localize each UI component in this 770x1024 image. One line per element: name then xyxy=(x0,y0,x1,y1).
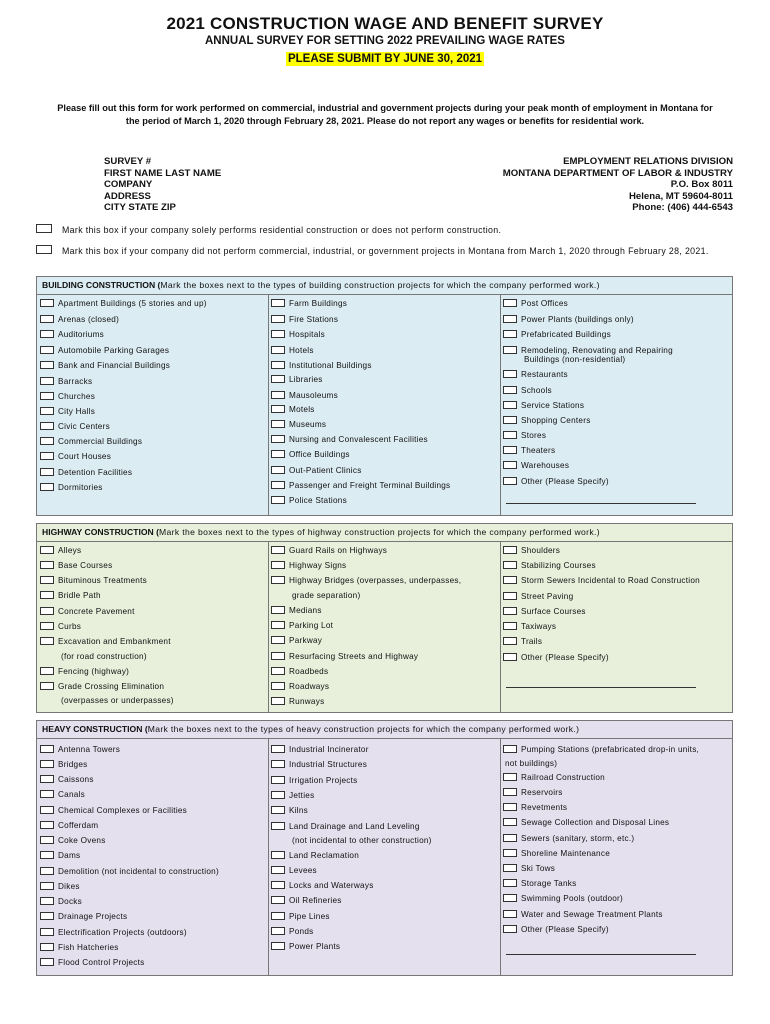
checkbox[interactable] xyxy=(40,943,54,951)
other-specify-item[interactable]: Other (Please Specify) xyxy=(503,653,732,663)
list-item[interactable]: Street Paving xyxy=(503,592,732,602)
list-item[interactable]: Office Buildings xyxy=(271,450,498,460)
checkbox[interactable] xyxy=(503,461,517,469)
checkbox[interactable] xyxy=(503,431,517,439)
checkbox[interactable] xyxy=(271,745,285,753)
highway-column-2 xyxy=(268,542,501,712)
list-item[interactable]: Industrial Structures xyxy=(271,760,498,770)
list-item[interactable]: Dams xyxy=(40,851,266,861)
city-state-zip-field[interactable]: CITY STATE ZIP xyxy=(104,202,176,214)
checkbox[interactable] xyxy=(271,391,285,399)
list-item[interactable]: Farm Buildings xyxy=(271,299,498,309)
address-field[interactable]: ADDRESS xyxy=(104,190,151,202)
checkbox[interactable] xyxy=(271,330,285,338)
list-item[interactable]: Nursing and Convalescent Facilities xyxy=(271,435,498,445)
list-item-continuation: Buildings (non-residential) xyxy=(524,355,626,364)
list-item[interactable]: Restaurants xyxy=(503,370,732,380)
checkbox[interactable] xyxy=(271,851,285,859)
company-field[interactable]: COMPANY xyxy=(104,179,153,191)
checkbox[interactable] xyxy=(271,806,285,814)
list-item[interactable]: Hotels xyxy=(271,346,498,356)
checkbox[interactable] xyxy=(503,803,517,811)
checkbox[interactable] xyxy=(503,607,517,615)
agency-department: MONTANA DEPARTMENT OF LABOR & INDUSTRY xyxy=(502,167,733,179)
heavy-column-2 xyxy=(268,739,501,975)
list-item[interactable]: Warehouses xyxy=(503,461,732,471)
checkbox[interactable] xyxy=(503,330,517,338)
checkbox[interactable] xyxy=(503,910,517,918)
list-item[interactable]: Land Drainage and Land Leveling xyxy=(271,822,498,832)
checkbox[interactable] xyxy=(271,481,285,489)
list-item[interactable]: Storm Sewers Incidental to Road Construction xyxy=(503,576,732,586)
list-item[interactable]: Levees xyxy=(271,866,498,876)
list-item[interactable]: Parking Lot xyxy=(271,621,498,631)
mark-box-label: Mark this box if your company solely performs residential construction or does not perform construction. xyxy=(62,225,502,235)
section-title: HEAVY CONSTRUCTION ( xyxy=(42,724,148,734)
deadline-notice: PLEASE SUBMIT BY JUNE 30, 2021 xyxy=(287,53,483,65)
list-item[interactable]: Roadways xyxy=(271,682,498,692)
checkbox[interactable] xyxy=(271,375,285,383)
list-item[interactable]: Dormitories xyxy=(40,483,266,493)
list-item[interactable]: Grade Crossing Elimination xyxy=(40,682,266,692)
list-item[interactable]: Pumping Stations (prefabricated drop-in units, xyxy=(503,745,732,755)
list-item-continuation: (not incidental to other construction) xyxy=(292,836,432,845)
checkbox[interactable] xyxy=(40,882,54,890)
list-item[interactable]: Institutional Buildings xyxy=(271,361,498,371)
list-item[interactable]: Shopping Centers xyxy=(503,416,732,426)
list-item[interactable]: Museums xyxy=(271,420,498,430)
list-item[interactable]: Churches xyxy=(40,392,266,402)
checkbox[interactable] xyxy=(40,330,54,338)
checkbox[interactable] xyxy=(503,637,517,645)
checkbox[interactable] xyxy=(40,422,54,430)
checkbox[interactable] xyxy=(503,416,517,424)
list-item-continuation: (for road construction) xyxy=(61,652,147,661)
checkbox[interactable] xyxy=(40,607,54,615)
checkbox[interactable] xyxy=(271,546,285,554)
heavy-section-header xyxy=(37,721,732,739)
checkbox[interactable] xyxy=(503,894,517,902)
checkbox[interactable] xyxy=(503,864,517,872)
list-item[interactable]: Jetties xyxy=(271,791,498,801)
list-item[interactable]: Remodeling, Renovating and Repairing xyxy=(503,346,732,356)
heavy-construction-section xyxy=(36,720,733,976)
highway-section-header xyxy=(37,524,732,542)
checkbox[interactable] xyxy=(40,361,54,369)
list-item[interactable]: Apartment Buildings (5 stories and up) xyxy=(40,299,266,309)
list-item[interactable]: Trails xyxy=(503,637,732,647)
checkbox[interactable] xyxy=(271,450,285,458)
checkbox[interactable] xyxy=(503,561,517,569)
building-column-2 xyxy=(268,295,501,515)
form-subtitle: ANNUAL SURVEY FOR SETTING 2022 PREVAILING WAGE RATES xyxy=(205,35,565,47)
list-item[interactable]: Caissons xyxy=(40,775,266,785)
checkbox[interactable] xyxy=(503,477,517,485)
checkbox[interactable] xyxy=(40,790,54,798)
list-item[interactable]: Passenger and Freight Terminal Buildings xyxy=(271,481,498,491)
list-item[interactable]: Schools xyxy=(503,386,732,396)
section-instruction: Mark the boxes next to the types of highway construction projects for which the company performed work.) xyxy=(158,527,600,537)
checkbox[interactable] xyxy=(40,958,54,966)
checkbox[interactable] xyxy=(503,592,517,600)
checkbox[interactable] xyxy=(271,866,285,874)
checkbox[interactable] xyxy=(40,346,54,354)
checkbox[interactable] xyxy=(40,745,54,753)
list-item[interactable]: Chemical Complexes or Facilities xyxy=(40,806,266,816)
checkbox[interactable] xyxy=(40,452,54,460)
checkbox[interactable] xyxy=(503,546,517,554)
list-item[interactable]: Mausoleums xyxy=(271,391,498,401)
checkbox[interactable] xyxy=(271,942,285,950)
checkbox[interactable] xyxy=(40,576,54,584)
list-item[interactable]: Swimming Pools (outdoor) xyxy=(503,894,732,904)
list-item[interactable]: Service Stations xyxy=(503,401,732,411)
checkbox[interactable] xyxy=(40,392,54,400)
list-item[interactable]: Civic Centers xyxy=(40,422,266,432)
instructions-text: Please fill out this form for work performed on commercial, industrial and government projects during your peak month of employment in Montana for the period of March 1, 2020 through February 28, 2021. Please do not report any wages or benefits for residential work. xyxy=(57,103,713,126)
checkbox[interactable] xyxy=(40,591,54,599)
list-item[interactable]: Post Offices xyxy=(503,299,732,309)
agency-po-box: P.O. Box 8011 xyxy=(670,179,733,191)
list-item[interactable]: City Halls xyxy=(40,407,266,417)
checkbox[interactable] xyxy=(40,775,54,783)
checkbox[interactable] xyxy=(503,745,517,753)
checkbox[interactable] xyxy=(503,788,517,796)
list-item[interactable]: Drainage Projects xyxy=(40,912,266,922)
agency-division: EMPLOYMENT RELATIONS DIVISION xyxy=(563,156,733,167)
list-item[interactable]: Automobile Parking Garages xyxy=(40,346,266,356)
checkbox[interactable] xyxy=(503,653,517,661)
checkbox[interactable] xyxy=(271,667,285,675)
checkbox[interactable] xyxy=(503,925,517,933)
list-item[interactable]: Land Reclamation xyxy=(271,851,498,861)
checkbox[interactable] xyxy=(271,682,285,690)
checkbox[interactable] xyxy=(40,622,54,630)
list-item[interactable]: Commercial Buildings xyxy=(40,437,266,447)
list-item[interactable]: Power Plants xyxy=(271,942,498,952)
list-item[interactable]: Prefabricated Buildings xyxy=(503,330,732,340)
highway-column-3 xyxy=(500,542,734,712)
checkbox[interactable] xyxy=(40,483,54,491)
building-section-header xyxy=(37,277,732,295)
residential-checkbox[interactable] xyxy=(36,224,52,233)
list-item[interactable]: Pipe Lines xyxy=(271,912,498,922)
checkbox[interactable] xyxy=(503,773,517,781)
list-item[interactable]: Dikes xyxy=(40,882,266,892)
checkbox[interactable] xyxy=(503,622,517,630)
list-item[interactable]: Water and Sewage Treatment Plants xyxy=(503,910,732,920)
agency-address xyxy=(503,156,733,214)
checkbox[interactable] xyxy=(503,849,517,857)
checkbox[interactable] xyxy=(271,912,285,920)
checkbox[interactable] xyxy=(40,867,54,875)
mark-box-residential xyxy=(62,224,722,236)
checkbox[interactable] xyxy=(271,621,285,629)
checkbox[interactable] xyxy=(40,561,54,569)
list-item[interactable]: Parkway xyxy=(271,636,498,646)
checkbox[interactable] xyxy=(40,437,54,445)
list-item[interactable]: Libraries xyxy=(271,375,498,385)
list-item[interactable]: Stores xyxy=(503,431,732,441)
section-title: HIGHWAY CONSTRUCTION ( xyxy=(42,527,159,537)
checkbox[interactable] xyxy=(271,776,285,784)
checkbox[interactable] xyxy=(271,697,285,705)
checkbox[interactable] xyxy=(503,370,517,378)
checkbox[interactable] xyxy=(503,315,517,323)
deadline-wrap xyxy=(0,49,770,67)
checkbox[interactable] xyxy=(40,806,54,814)
list-item[interactable]: Fish Hatcheries xyxy=(40,943,266,953)
checkbox[interactable] xyxy=(40,836,54,844)
list-item-continuation: (overpasses or underpasses) xyxy=(61,696,174,705)
checkbox[interactable] xyxy=(40,897,54,905)
checkbox[interactable] xyxy=(40,299,54,307)
checkbox[interactable] xyxy=(40,546,54,554)
survey-number-field[interactable]: SURVEY # xyxy=(104,156,152,167)
list-item[interactable]: Surface Courses xyxy=(503,607,732,617)
list-item[interactable]: Kilns xyxy=(271,806,498,816)
checkbox[interactable] xyxy=(503,879,517,887)
agency-city: Helena, MT 59604-8011 xyxy=(629,190,733,202)
checkbox[interactable] xyxy=(271,927,285,935)
list-item[interactable]: Hospitals xyxy=(271,330,498,340)
list-item[interactable]: Ponds xyxy=(271,927,498,937)
heavy-column-1 xyxy=(37,739,269,975)
list-item[interactable]: Highway Signs xyxy=(271,561,498,571)
list-item[interactable]: Electrification Projects (outdoors) xyxy=(40,928,266,938)
list-item[interactable]: Reservoirs xyxy=(503,788,732,798)
list-item[interactable]: Flood Control Projects xyxy=(40,958,266,968)
highway-construction-section xyxy=(36,523,733,713)
agency-phone: Phone: (406) 444-6543 xyxy=(632,202,733,214)
form-title: 2021 CONSTRUCTION WAGE AND BENEFIT SURVEY xyxy=(166,14,604,33)
list-item[interactable]: Irrigation Projects xyxy=(271,776,498,786)
highway-column-1 xyxy=(37,542,269,712)
checkbox[interactable] xyxy=(503,299,517,307)
checkbox[interactable] xyxy=(271,881,285,889)
checkbox[interactable] xyxy=(40,637,54,645)
checkbox[interactable] xyxy=(40,468,54,476)
building-column-3 xyxy=(500,295,734,515)
building-construction-section xyxy=(36,276,733,516)
checkbox[interactable] xyxy=(503,576,517,584)
checkbox[interactable] xyxy=(271,315,285,323)
list-item[interactable]: Power Plants (buildings only) xyxy=(503,315,732,325)
list-item[interactable]: Cofferdam xyxy=(40,821,266,831)
checkbox[interactable] xyxy=(271,435,285,443)
section-title: BUILDING CONSTRUCTION ( xyxy=(42,280,161,290)
checkbox[interactable] xyxy=(271,896,285,904)
checkbox[interactable] xyxy=(40,760,54,768)
name-field[interactable]: FIRST NAME LAST NAME xyxy=(104,167,222,179)
list-item[interactable]: Sewers (sanitary, storm, etc.) xyxy=(503,834,732,844)
list-item[interactable]: Stabilizing Courses xyxy=(503,561,732,571)
checkbox[interactable] xyxy=(271,791,285,799)
checkbox[interactable] xyxy=(40,851,54,859)
list-item[interactable]: Guard Rails on Highways xyxy=(271,546,498,556)
list-item[interactable]: Curbs xyxy=(40,622,266,632)
other-specify-line[interactable] xyxy=(506,687,696,688)
checkbox[interactable] xyxy=(503,401,517,409)
list-item[interactable]: Shoreline Maintenance xyxy=(503,849,732,859)
list-item[interactable]: Resurfacing Streets and Highway xyxy=(271,652,498,662)
checkbox[interactable] xyxy=(40,667,54,675)
list-item[interactable]: Locks and Waterways xyxy=(271,881,498,891)
list-item[interactable]: Motels xyxy=(271,405,498,415)
list-item[interactable]: Alleys xyxy=(40,546,266,556)
list-item-continuation: grade separation) xyxy=(292,591,361,600)
checkbox[interactable] xyxy=(271,496,285,504)
checkbox[interactable] xyxy=(40,315,54,323)
checkbox[interactable] xyxy=(271,576,285,584)
list-item[interactable]: Concrete Pavement xyxy=(40,607,266,617)
list-item[interactable]: Shoulders xyxy=(503,546,732,556)
list-item[interactable]: Arenas (closed) xyxy=(40,315,266,325)
list-item[interactable]: Bridges xyxy=(40,760,266,770)
list-item[interactable]: Oil Refineries xyxy=(271,896,498,906)
list-item[interactable]: Medians xyxy=(271,606,498,616)
checkbox[interactable] xyxy=(271,420,285,428)
other-specify-item[interactable]: Other (Please Specify) xyxy=(503,925,732,935)
list-item[interactable]: Runways xyxy=(271,697,498,707)
checkbox[interactable] xyxy=(271,606,285,614)
checkbox[interactable] xyxy=(271,561,285,569)
checkbox[interactable] xyxy=(271,405,285,413)
section-instruction: Mark the boxes next to the types of building construction projects for which the company performed work.) xyxy=(160,280,600,290)
list-item[interactable]: Court Houses xyxy=(40,452,266,462)
list-item[interactable]: Excavation and Embankment xyxy=(40,637,266,647)
list-item[interactable]: Bank and Financial Buildings xyxy=(40,361,266,371)
checkbox[interactable] xyxy=(271,822,285,830)
list-item[interactable]: Detention Facilities xyxy=(40,468,266,478)
list-item[interactable]: Auditoriums xyxy=(40,330,266,340)
list-item[interactable]: Out-Patient Clinics xyxy=(271,466,498,476)
other-specify-line[interactable] xyxy=(506,954,696,955)
list-item[interactable]: Highway Bridges (overpasses, underpasses, xyxy=(271,576,498,586)
checkbox[interactable] xyxy=(40,928,54,936)
list-item[interactable]: Industrial Incinerator xyxy=(271,745,498,755)
checkbox[interactable] xyxy=(40,821,54,829)
mark-box-no-projects xyxy=(62,245,722,257)
checkbox[interactable] xyxy=(271,760,285,768)
other-specify-item[interactable]: Other (Please Specify) xyxy=(503,477,732,487)
other-specify-line[interactable] xyxy=(506,503,696,504)
checkbox[interactable] xyxy=(271,346,285,354)
list-item[interactable]: Taxiways xyxy=(503,622,732,632)
list-item[interactable]: Demolition (not incidental to construction) xyxy=(40,867,266,877)
checkbox[interactable] xyxy=(40,682,54,690)
list-item[interactable]: Docks xyxy=(40,897,266,907)
checkbox[interactable] xyxy=(503,346,517,354)
no-projects-checkbox[interactable] xyxy=(36,245,52,254)
list-item[interactable]: Antenna Towers xyxy=(40,745,266,755)
list-item[interactable]: Bituminous Treatments xyxy=(40,576,266,586)
checkbox[interactable] xyxy=(503,386,517,394)
list-item[interactable]: Revetments xyxy=(503,803,732,813)
heavy-column-3 xyxy=(500,739,734,975)
checkbox[interactable] xyxy=(271,361,285,369)
list-item[interactable]: Barracks xyxy=(40,377,266,387)
list-item[interactable]: Fire Stations xyxy=(271,315,498,325)
list-item[interactable]: Storage Tanks xyxy=(503,879,732,889)
list-item[interactable]: Sewage Collection and Disposal Lines xyxy=(503,818,732,828)
list-item[interactable]: Bridle Path xyxy=(40,591,266,601)
mark-box-label: Mark this box if your company did not perform commercial, industrial, or government projects in Montana from March 1, 2020 through February 28, 2021. xyxy=(62,246,709,256)
list-item[interactable]: Roadbeds xyxy=(271,667,498,677)
list-item[interactable]: Police Stations xyxy=(271,496,498,506)
list-item[interactable]: Fencing (highway) xyxy=(40,667,266,677)
checkbox[interactable] xyxy=(271,636,285,644)
list-item[interactable]: Canals xyxy=(40,790,266,800)
list-item[interactable]: Ski Tows xyxy=(503,864,732,874)
checkbox[interactable] xyxy=(40,377,54,385)
building-column-1 xyxy=(37,295,269,515)
checkbox[interactable] xyxy=(271,466,285,474)
list-item-continuation: not buildings) xyxy=(505,759,558,768)
checkbox[interactable] xyxy=(271,299,285,307)
checkbox[interactable] xyxy=(503,446,517,454)
checkbox[interactable] xyxy=(503,834,517,842)
section-instruction: Mark the boxes next to the types of heavy construction projects for which the company performed work.) xyxy=(147,724,580,734)
list-item[interactable]: Coke Ovens xyxy=(40,836,266,846)
list-item[interactable]: Railroad Construction xyxy=(503,773,732,783)
checkbox[interactable] xyxy=(271,652,285,660)
checkbox[interactable] xyxy=(40,407,54,415)
checkbox[interactable] xyxy=(40,912,54,920)
checkbox[interactable] xyxy=(503,818,517,826)
respondent-fields xyxy=(104,156,221,214)
list-item[interactable]: Base Courses xyxy=(40,561,266,571)
list-item[interactable]: Theaters xyxy=(503,446,732,456)
